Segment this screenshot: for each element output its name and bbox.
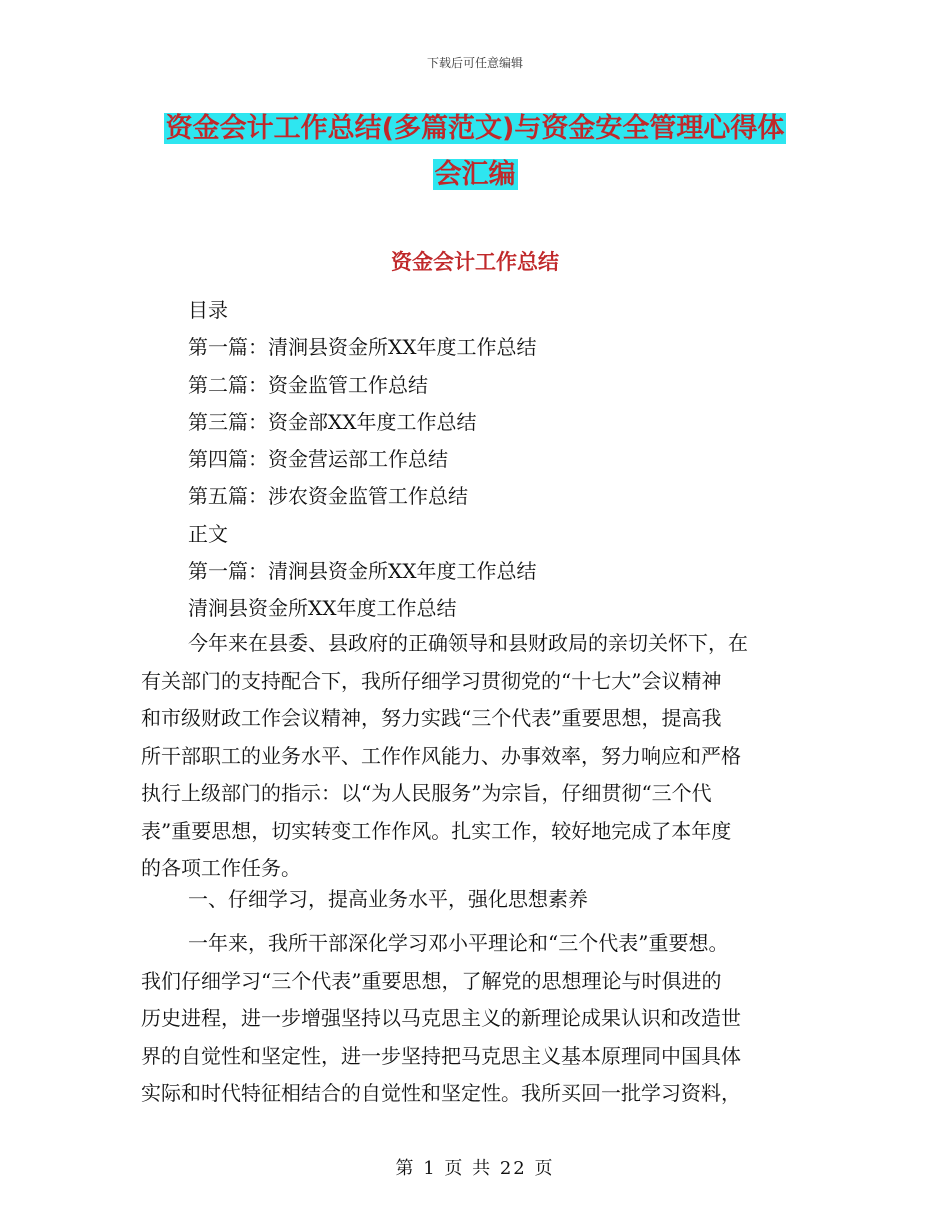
section-heading-1: 一、仔细学习，提高业务水平，强化思想素养 [188, 887, 588, 911]
header-note: 下载后可任意编辑 [426, 56, 523, 70]
paragraph-line: 执行上级部门的指示：以“为人民服务”为宗旨，仔细贯彻“三个代 [141, 781, 712, 805]
paragraph-line: 历史进程，进一步增强坚持以马克思主义的新理论成果认识和改造世 [141, 1006, 741, 1030]
paragraph-line: 我们仔细学习“三个代表”重要思想，了解党的思想理论与时俱进的 [141, 968, 722, 993]
paragraph-line: 一年来，我所干部深化学习邓小平理论和“三个代表”重要想。 [188, 931, 729, 955]
toc-line: 第四篇：资金营运部工作总结 [188, 447, 448, 472]
body-paragraph-1 [141, 625, 801, 888]
toc-line: 第三篇：资金部XX年度工作总结 [188, 409, 477, 434]
toc-line: 第五篇：涉农资金监管工作总结 [188, 484, 468, 509]
toc-line: 目录 [188, 298, 228, 322]
table-of-contents [188, 292, 808, 628]
paragraph-line: 界的自觉性和坚定性，进一步坚持把马克思主义基本原理同中国具体 [141, 1043, 741, 1068]
document-title-line1: 资金会计工作总结(多篇范文)与资金安全管理心得体 [165, 113, 785, 144]
section-title: 资金会计工作总结 [391, 250, 559, 274]
toc-line: 正文 [188, 521, 228, 546]
paragraph-line: 今年来在县委、县政府的正确领导和县财政局的亲切关怀下，在 [188, 631, 748, 655]
paragraph-line: 所干部职工的业务水平、工作作风能力、办事效率，努力响应和严格 [141, 743, 741, 768]
document-title-line2: 会汇编 [434, 159, 516, 190]
paragraph-line: 表”重要思想，切实转变工作作风。扎实工作，较好地完成了本年度 [141, 818, 732, 843]
paragraph-line: 实际和时代特征相结合的自觉性和坚定性。我所买回一批学习资料， [141, 1081, 741, 1105]
toc-line: 第一篇：清涧县资金所XX年度工作总结 [188, 559, 537, 584]
toc-line: 第二篇：资金监管工作总结 [188, 372, 428, 397]
paragraph-line: 有关部门的支持配合下，我所仔细学习贯彻党的“十七大”会议精神 [141, 668, 722, 693]
body-paragraph-2 [141, 925, 801, 1113]
toc-line: 第一篇：清涧县资金所XX年度工作总结 [188, 335, 537, 360]
toc-line: 清涧县资金所XX年度工作总结 [188, 596, 457, 621]
document-title [140, 106, 810, 198]
paragraph-line: 和市级财政工作会议精神，努力实践“三个代表”重要思想，提高我 [141, 706, 722, 730]
page-footer: 第 1 页 共 22 页 [395, 1158, 555, 1179]
paragraph-line: 的各项工作任务。 [141, 856, 301, 880]
